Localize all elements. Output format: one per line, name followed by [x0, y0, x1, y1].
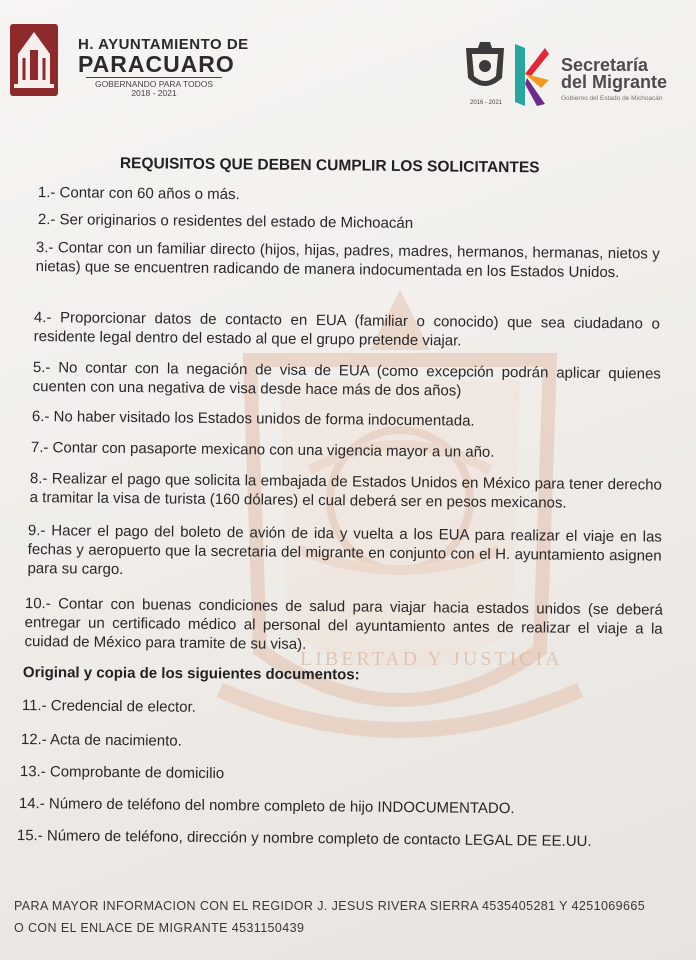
- document-item: 13.- Comprobante de domicilio: [19, 762, 225, 783]
- requirement-item: 3.- Contar con un familiar directo (hijos, hijas, padres, madres, hermanos, hermanas, nietos y nietas) que se encuentren radicando de manera indocumentada en los Estados Unidos.: [35, 238, 660, 282]
- watermark-motto: LIBERTAD Y JUSTICIA: [300, 648, 563, 670]
- shield-years: 2016 - 2021: [469, 100, 503, 106]
- requirement-item: 8.- Realizar el pago que solicita la embajada de Estados Unidos en México para tener derecho a tramitar la visa de turista (160 dólares) el cual deberá ser en pesos mexicanos.: [29, 469, 662, 512]
- page-title: REQUISITOS QUE DEBEN CUMPLIR LOS SOLICITANTES: [119, 155, 540, 177]
- org-slogan: GOBERNANDO PARA TODOS: [86, 77, 222, 89]
- secretaria-name-line2: del Migrante: [561, 72, 668, 92]
- documents-heading: Original y copia de los siguientes documentos:: [22, 664, 360, 684]
- requirement-item: 9.- Hacer el pago del boleto de avión de ida y vuelta a los EUA para realizar el viaje en las fechas y aeropuerto que la secretaria del migrante en conjunto con el H. ayuntamiento asignen para su cargo.: [27, 521, 662, 579]
- requirement-item: 10.- Contar con buenas condiciones de salud para viajar hacia estados unidos (se deberá entregar un certificado médico al personal del ayuntamiento antes de realizar el viaje a la cuidad de México para tramite de su visa).: [24, 594, 663, 653]
- secretaria-k-logo-icon: [511, 40, 551, 110]
- document-item: 11.- Credencial de elector.: [21, 696, 196, 716]
- contact-footer: PARA MAYOR INFORMACION CON EL REGIDOR J. JESUS RIVERA SIERRA 4535405281 Y 4251069665 O CON EL ENLACE DE MIGRANTE 4531150439: [14, 899, 646, 935]
- org-name-line2: PARACUARO: [78, 51, 235, 77]
- requirement-item: 7.- Contar con pasaporte mexicano con una vigencia mayor a un año.: [30, 438, 495, 461]
- requirement-item: 2.- Ser originarios o residentes del estado de Michoacán: [37, 210, 414, 232]
- org-name-line1: H. AYUNTAMIENTO DE: [78, 36, 249, 53]
- requirement-item: 4.- Proporcionar datos de contacto en EUA (familiar o conocido) que sea ciudadano o residente legal dentro del estado al que el grupo pretende viajar.: [33, 308, 660, 350]
- requirement-item: 1.- Contar con 60 años o más.: [37, 183, 240, 204]
- requirement-item: 6.- No haber visitado los Estados unidos de forma indocumentada.: [31, 407, 475, 430]
- requirement-item: 5.- No contar con la negación de visa de EUA (como excepción podrán aplicar quienes cuenten con una negativa de visa desde hace más de dos años): [32, 358, 661, 400]
- document-item: 15.- Número de teléfono, dirección y nombre completo de contacto LEGAL DE EE.UU.: [16, 826, 592, 851]
- michoacan-shield-icon: [462, 40, 508, 96]
- org-years: 2018 - 2021: [131, 88, 177, 98]
- document-item: 12.- Acta de nacimiento.: [20, 730, 182, 750]
- document-item: 14.- Número de teléfono del nombre completo de hijo INDOCUMENTADO.: [18, 794, 515, 818]
- secretaria-name-line1: Secretaría: [561, 55, 649, 75]
- paracuaro-logo: [4, 18, 64, 100]
- secretaria-subtitle: Gobierno del Estado de Michoacán: [561, 95, 663, 102]
